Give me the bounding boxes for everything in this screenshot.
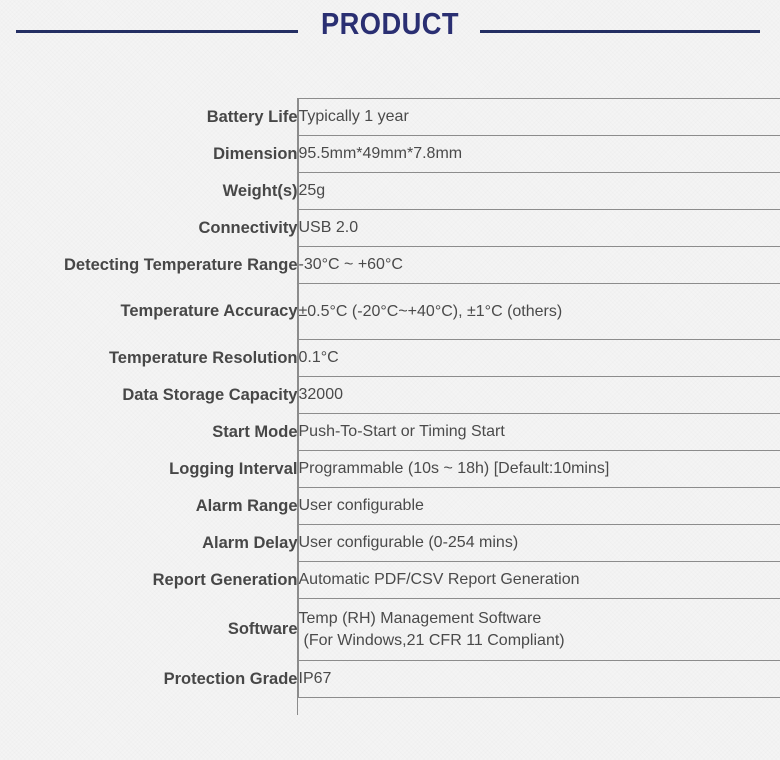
spec-label: Data Storage Capacity (122, 385, 298, 404)
spec-value-line: (For Windows,21 CFR 11 Compliant) (303, 631, 565, 649)
title-rule-right (480, 30, 760, 33)
spec-row (0, 247, 780, 284)
page-header (0, 0, 780, 62)
spec-label: Detecting Temperature Range (64, 255, 298, 274)
specification-table-body (0, 99, 780, 698)
spec-row (0, 340, 780, 377)
spec-row (0, 562, 780, 599)
spec-label: Protection Grade (163, 669, 298, 688)
spec-label: Temperature Resolution (108, 348, 298, 367)
spec-value: 32000 (298, 377, 780, 414)
spec-value-line: Temp (RH) Management Software (298, 609, 542, 627)
page-title: PRODUCT (321, 6, 459, 41)
spec-value: Automatic PDF/CSV Report Generation (298, 562, 780, 599)
spec-label: Connectivity (198, 218, 298, 237)
spec-row (0, 377, 780, 414)
spec-value: 0.1°C (298, 340, 780, 377)
spec-label: Weight(s) (222, 181, 298, 200)
spec-value: Push-To-Start or Timing Start (298, 414, 780, 451)
spec-value: ±0.5°C (-20°C~+40°C), ±1°C (others) (298, 284, 780, 340)
spec-row (0, 173, 780, 210)
spec-label: Alarm Delay (202, 533, 298, 552)
specification-table (0, 98, 780, 698)
spec-value (298, 599, 780, 661)
spec-row (0, 136, 780, 173)
spec-value: IP67 (298, 661, 780, 698)
spec-label: Software (227, 620, 298, 638)
spec-row (0, 599, 780, 661)
spec-row (0, 99, 780, 136)
spec-row (0, 414, 780, 451)
spec-value: -30°C ~ +60°C (298, 247, 780, 284)
spec-value: USB 2.0 (298, 210, 780, 247)
spec-row (0, 661, 780, 698)
spec-label: Start Mode (212, 422, 298, 441)
spec-value: User configurable (0-254 mins) (298, 525, 780, 562)
spec-row (0, 525, 780, 562)
spec-label: Dimension (213, 144, 298, 163)
spec-row (0, 210, 780, 247)
spec-label: Temperature Accuracy (120, 302, 298, 320)
spec-label: Logging Interval (169, 459, 298, 478)
spec-value: 95.5mm*49mm*7.8mm (298, 136, 780, 173)
spec-label: Battery Life (206, 107, 298, 126)
spec-value: Programmable (10s ~ 18h) [Default:10mins] (298, 451, 780, 488)
spec-row (0, 451, 780, 488)
spec-row (0, 284, 780, 340)
spec-value: Typically 1 year (298, 99, 780, 136)
spec-label: Alarm Range (195, 496, 298, 515)
spec-value: 25g (298, 173, 780, 210)
spec-value: User configurable (298, 488, 780, 525)
spec-label: Report Generation (152, 570, 298, 589)
spec-row (0, 488, 780, 525)
